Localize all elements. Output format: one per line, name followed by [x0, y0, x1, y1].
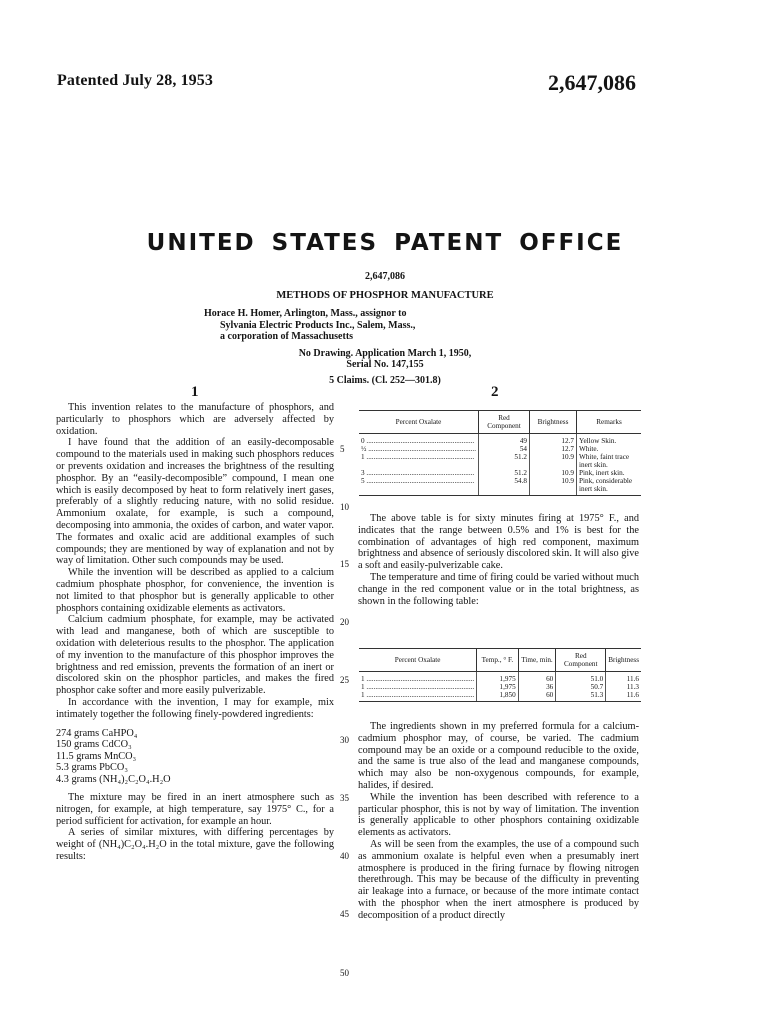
table-cell: 49 [479, 434, 530, 446]
assignment-block [204, 308, 415, 343]
table-cell: 10.9 [530, 469, 577, 477]
paragraph: While the invention will be described as applied to a calcium cadmium phosphate phosphor, for convenience, the invention is not limited to that phosphor but is generally applicable to other phosphors containing oxidizable elements as activators. [56, 567, 334, 614]
paragraph: The above table is for sixty minutes firing at 1975° F., and indicates that the range between 0.5% and 1% is best for the combination of advantages of high red component, maximum brightness and absence of seriously discolored skin. It will also give a soft and easily-pulverizable cake. [358, 513, 639, 572]
line-number: 40 [340, 851, 349, 861]
table-row [359, 469, 641, 477]
table-cell: 1 ............................................................ [359, 691, 477, 702]
results-table-2 [359, 648, 641, 702]
column-number: 1 [191, 384, 199, 400]
table-cell: 11.6 [606, 691, 641, 702]
table-header-row [359, 649, 641, 672]
table-header: Percent Oxalate [359, 411, 479, 434]
table-cell: White, faint trace inert skin. [577, 453, 642, 469]
results-table-1 [359, 410, 641, 496]
application-line: No Drawing. Application March 1, 1950, [298, 348, 472, 359]
table-cell: 1 ............................................................ [361, 453, 475, 461]
table-cell: 1,975 [477, 672, 519, 684]
left-column [56, 402, 334, 863]
serial-line: Serial No. 147,155 [346, 359, 424, 370]
table-header: Red Component [556, 649, 606, 672]
paragraph: The temperature and time of firing could be varied without much change in the red component value or in the total brightness, as shown in the following table: [358, 571, 639, 607]
line-number: 5 [340, 444, 345, 454]
ingredients-list [56, 728, 334, 786]
paragraph: While the invention has been described with reference to a particular phosphor, this is not by way of limitation. The invention is generally applicable to other phosphors containing oxidizable elements as activators. [358, 791, 639, 839]
ingredient: 11.5 grams MnCO₃ [56, 750, 137, 762]
table-cell: ½ ............................................................ [361, 445, 476, 453]
paragraph: A series of similar mixtures, with differing percentages by weight of (NH₄)C₂O₄.H₂O in the total mixture, gave the following results: [56, 827, 334, 862]
table-cell: 1 ............................................................ [361, 683, 475, 691]
line-number: 25 [340, 675, 349, 685]
paragraph: In accordance with the invention, I may for example, mix intimately together the following finely-powdered ingredients: [56, 696, 334, 720]
table-header: Time, min. [518, 649, 556, 672]
line-number: 15 [340, 559, 349, 569]
right-column-top [358, 513, 639, 607]
table-cell: 54 [479, 445, 530, 453]
table-cell: 11.3 [606, 683, 641, 691]
line-number: 10 [340, 502, 349, 512]
claims-line: 5 Claims. (Cl. 252—301.8) [329, 375, 441, 386]
patent-date: Patented July 28, 1953 [57, 72, 213, 89]
table-cell: 5 ............................................................ [359, 477, 479, 496]
table-cell: 51.2 [479, 469, 530, 477]
paragraph: The mixture may be fired in an inert atmosphere such as nitrogen, for example, at high temperature, say 1975° C., for a period sufficient for activation, for example an hour. [56, 792, 334, 827]
table-row [359, 434, 641, 446]
table-cell: 0 ............................................................ [361, 437, 475, 445]
table-cell: 60 [518, 672, 556, 684]
table-header: Remarks [577, 411, 642, 434]
table-header: Percent Oxalate [359, 649, 477, 672]
table-cell: 10.9 [530, 453, 577, 469]
table-header: Temp., ° F. [477, 649, 519, 672]
line-number: 35 [340, 793, 349, 803]
patent-number-small: 2,647,086 [365, 271, 405, 282]
table-cell: 54.8 [479, 477, 530, 496]
line-number: 30 [340, 735, 349, 745]
paragraph: The ingredients shown in my preferred formula for a calcium-cadmium phosphor may, of course, be varied. The cadmium compound may be an oxide or a compound reducible to the oxide, and the same is true also of the lead and manganese compounds, which may also be non-oxygenous compounds, for example, halides, if desired. [358, 721, 639, 791]
table-row [359, 477, 641, 496]
table-cell: 11.6 [606, 672, 641, 684]
table-cell: 51.2 [479, 453, 530, 469]
assignment-line: Horace H. Homer, Arlington, Mass., assignor to [204, 308, 407, 319]
table-cell: 12.7 [530, 445, 577, 453]
line-number: 50 [340, 968, 349, 978]
ingredient: 274 grams CaHPO₄ [56, 727, 138, 739]
table-cell: Yellow Skin. [577, 434, 642, 446]
patent-number: 2,647,086 [548, 70, 636, 95]
line-number: 45 [340, 909, 349, 919]
right-column-bottom [358, 721, 639, 922]
table-cell: 10.9 [530, 477, 577, 496]
table-row [359, 453, 641, 469]
table-row [359, 672, 641, 684]
table-header: Brightness [530, 411, 577, 434]
table-cell: 1,850 [477, 691, 519, 702]
ingredient: 150 grams CdCO₃ [56, 739, 132, 751]
table-row [359, 691, 641, 702]
table-cell: 51.3 [556, 691, 606, 702]
table-cell: 36 [518, 683, 556, 691]
paragraph: As will be seen from the examples, the use of a compound such as ammonium oxalate is helpful even when a presumably inert atmosphere is produced in the firing furnace by flowing nitrogen therethrough. This may be because of the difficulty in preventing air leakage into a furnace, or because of the more intimate contact with the phosphor when the inert atmosphere is produced by decomposition of a product directly [358, 838, 639, 921]
paragraph: This invention relates to the manufacture of phosphors, and particularly to phosphors which are adversely affected by oxidation. [56, 402, 334, 437]
invention-title: METHODS OF PHOSPHOR MANUFACTURE [276, 290, 494, 301]
line-number: 20 [340, 617, 349, 627]
paragraph: Calcium cadmium phosphate, for example, may be activated with lead and manganese, both of which are susceptible to oxidation with deleterious results to the phosphor. The application of my invention to the manufacture of this phosphor improves the brightness and red emission, prevents the formation of an inert or discolored skin on the phosphor particles, and makes the fired phosphor cake softer and more easily pulverizable. [56, 614, 334, 697]
paragraph: I have found that the addition of an easily-decomposable compound to the materials used in making such phosphors reduces or prevents oxidation and increases the brightness of the resulting phosphor. By an “easily-decomposible” compound, I mean one which is easily decomposed by heat to form relatively inert gases, preferably of a slightly reducing nature, with no solid residue. Ammonium oxalate, for example, is such a compound, decomposing into ammonia, the oxides of carbon, and water vapor. The formates and oxalic acid are additional examples of such compounds; they are mentioned by way of explanation and not by way of limitation. Other such compounds may be used. [56, 437, 334, 567]
table-cell: Pink, considerable inert skin. [577, 477, 642, 496]
table-header: Red Component [479, 411, 530, 434]
office-title: UNITED STATES PATENT OFFICE [146, 230, 624, 256]
table-row [359, 445, 641, 453]
ingredient: 4.3 grams (NH₄)₂C₂O₄.H₂O [56, 773, 171, 785]
table-cell: White. [577, 445, 642, 453]
table-cell: 1 ............................................................ [361, 675, 475, 683]
table-cell: Pink, inert skin. [577, 469, 642, 477]
table-header: Brightness [606, 649, 641, 672]
ingredient: 5.3 grams PbCO₃ [56, 762, 128, 774]
table-header-row [359, 411, 641, 434]
table-cell: 12.7 [530, 434, 577, 446]
table-cell: 3 ............................................................ [361, 469, 475, 477]
assignment-line: Sylvania Electric Products Inc., Salem, Mass., [220, 319, 416, 331]
table-cell: 60 [518, 691, 556, 702]
table-cell: 51.0 [556, 672, 606, 684]
table-cell: 50.7 [556, 683, 606, 691]
column-number: 2 [491, 384, 499, 400]
assignment-line: a corporation of Massachusetts [220, 331, 354, 342]
table-row [359, 683, 641, 691]
table-cell: 1,975 [477, 683, 519, 691]
